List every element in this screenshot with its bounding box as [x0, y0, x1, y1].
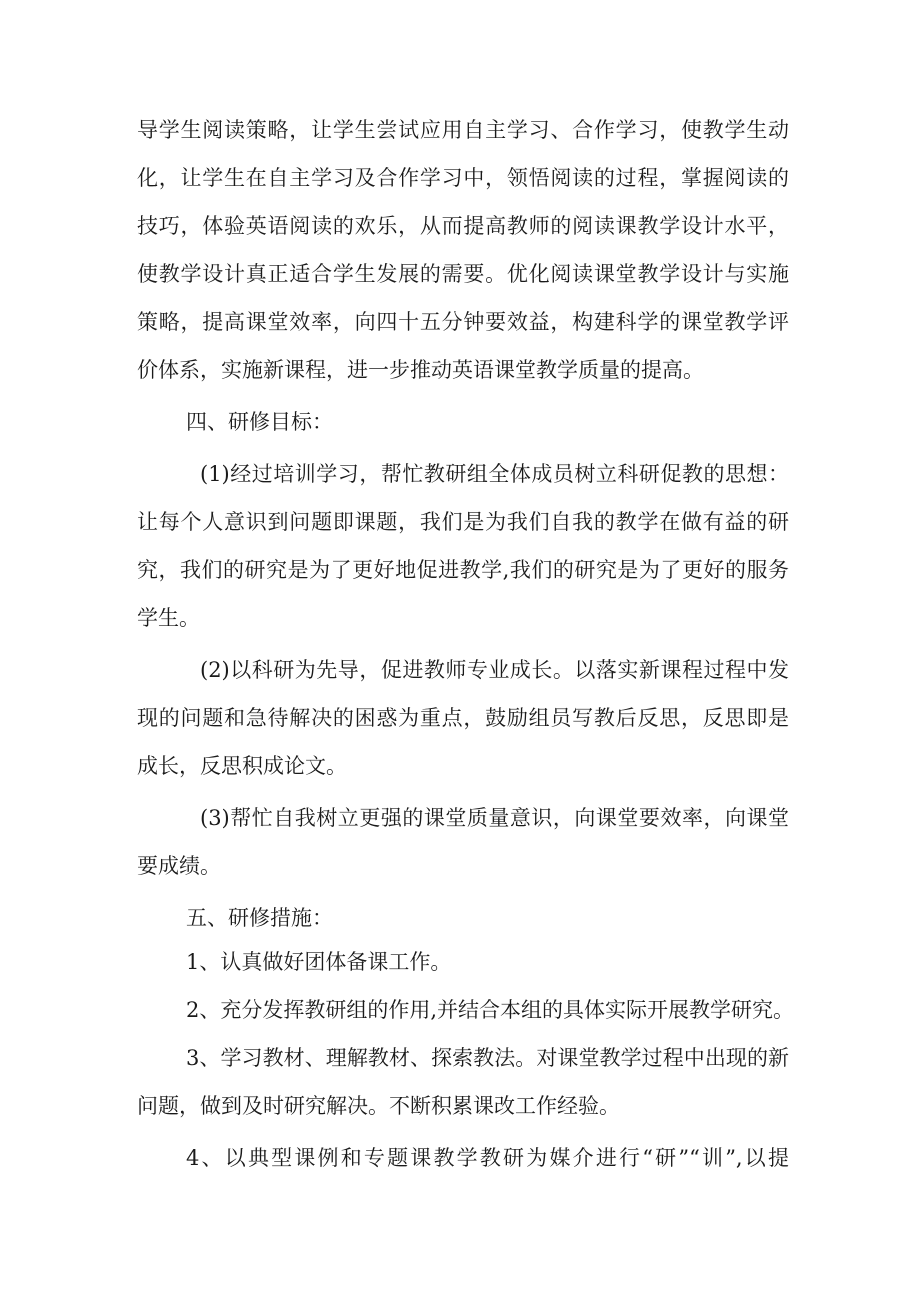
list-item-text: 2、充分发挥教研组的作用,并结合本组的具体实际开展教学研究。 — [186, 998, 795, 1022]
text-line: 问题，做到及时研究解决。不断积累课改工作经验。 — [137, 1094, 620, 1118]
list-item-text: 1、认真做好团体备课工作。 — [186, 950, 452, 974]
text-line: 让每个人意识到问题即课题，我们是为我们自我的教学在做有益的研 — [137, 510, 789, 534]
list-item-text: (1)经过培训学习，帮忙教研组全体成员树立科研促教的思想： — [200, 462, 789, 486]
list-item-text: (3)帮忙自我树立更强的课堂质量意识，向课堂要效率，向课堂 — [200, 806, 789, 830]
text-line: 价体系，实施新课程，进一步推动英语课堂教学质量的提高。 — [137, 358, 704, 382]
text-line: 导学生阅读策略，让学生尝试应用自主学习、合作学习，使教学生动 — [137, 118, 789, 142]
text-line: 究，我们的研究是为了更好地促进教学,我们的研究是为了更好的服务 — [137, 558, 789, 582]
text-line: 成长，反思积成论文。 — [137, 754, 347, 778]
text-line: 要成绩。 — [137, 854, 221, 878]
list-item-text: 4、以典型课例和专题课教学教研为媒介进行“研”“训”,以提 — [186, 1146, 789, 1170]
list-item-text: 3、学习教材、理解教材、探索教法。对课堂教学过程中出现的新 — [186, 1046, 789, 1070]
list-item-text: (2)以科研为先导，促进教师专业成长。以落实新课程过程中发 — [200, 658, 789, 682]
text-line: 使教学设计真正适合学生发展的需要。优化阅读课堂教学设计与实施 — [137, 262, 789, 286]
section-heading: 四、研修目标： — [186, 410, 333, 434]
text-line: 学生。 — [137, 606, 200, 630]
text-line: 现的问题和急待解决的困惑为重点，鼓励组员写教后反思，反思即是 — [137, 706, 789, 730]
text-line: 策略，提高课堂效率，向四十五分钟要效益，构建科学的课堂教学评 — [137, 310, 789, 334]
section-heading: 五、研修措施： — [186, 906, 333, 930]
text-line: 化，让学生在自主学习及合作学习中，领悟阅读的过程，掌握阅读的 — [137, 166, 789, 190]
text-line: 技巧，体验英语阅读的欢乐，从而提高教师的阅读课教学设计水平， — [137, 214, 789, 238]
